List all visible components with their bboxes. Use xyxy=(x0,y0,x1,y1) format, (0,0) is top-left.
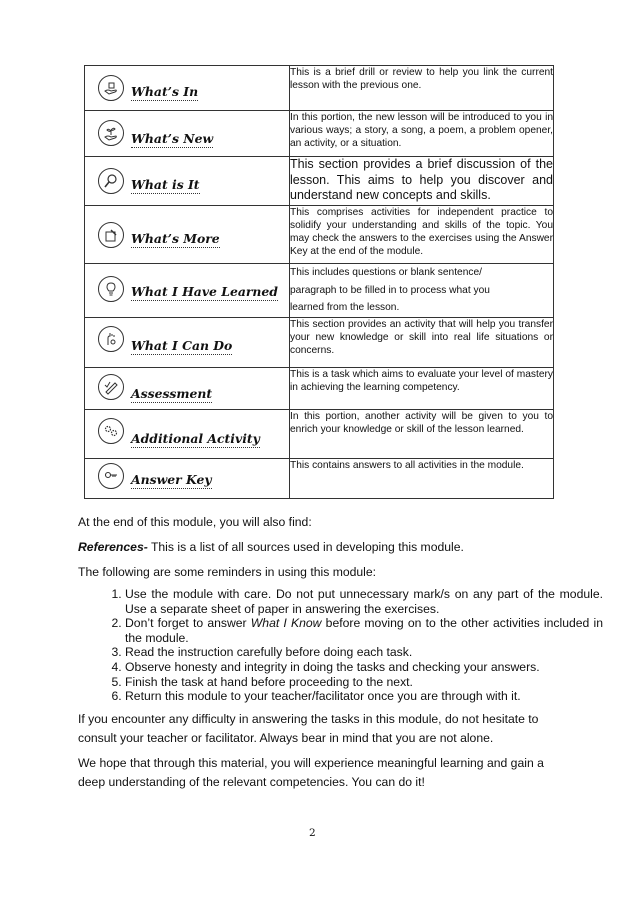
table-row xyxy=(85,264,554,318)
section-desc-answer-key: This contains answers to all activities in the module. xyxy=(290,458,554,498)
section-label-what-i-can-do: What I Can Do xyxy=(131,337,233,353)
hand-gear-icon xyxy=(98,326,124,352)
section-desc-what-i-can-do: This section provides an activity that will help you transfer your new knowledge or skill into real life situations or concerns. xyxy=(290,317,554,367)
references-text xyxy=(78,538,556,557)
table-row xyxy=(85,458,554,498)
difficulty-paragraph: If you encounter any difficulty in answering the tasks in this module, do not hesitate to consult your teacher or facilitator. Always bear in mind that you are not alone. xyxy=(78,712,539,745)
section-desc-whats-new: In this portion, the new lesson will be introduced to you in various ways; a story, a song, a poem, a problem opener, an activity, or a situation. xyxy=(290,111,554,157)
list-item: 5. Finish the task at hand before proceeding to the next. xyxy=(125,675,603,690)
section-label-what-i-have-learned: What I Have Learned xyxy=(131,284,278,299)
label-cell xyxy=(85,66,290,111)
section-label-assessment: Assessment xyxy=(131,385,213,401)
label-cell xyxy=(85,157,290,206)
desc-line: learned from the lesson. xyxy=(290,302,400,313)
section-desc-assessment: This is a task which aims to evaluate your level of mastery in achieving the learning competency. xyxy=(290,367,554,409)
table-row xyxy=(85,157,554,206)
section-label-answer-key: Answer Key xyxy=(131,471,212,487)
hand-pencil-icon xyxy=(98,222,124,248)
section-label-additional-activity: Additional Activity xyxy=(131,430,260,446)
label-cell xyxy=(85,409,290,458)
hand-sprout-icon xyxy=(98,120,124,146)
table-row xyxy=(85,206,554,264)
desc-line: paragraph to be filled in to process what you xyxy=(290,284,490,296)
reminders-intro-text: The following are some reminders in using this module: xyxy=(78,565,377,579)
table-row xyxy=(85,111,554,157)
module-parts-table xyxy=(84,65,554,499)
label-cell xyxy=(85,367,290,409)
list-item xyxy=(125,616,603,645)
section-desc-whats-in: This is a brief drill or review to help you link the current lesson with the previous one. xyxy=(290,66,554,111)
section-desc-what-i-have-learned xyxy=(290,264,554,318)
lightbulb-icon xyxy=(98,276,124,302)
section-label-whats-in: What’s In xyxy=(131,84,199,99)
hand-puzzle-icon xyxy=(98,75,124,101)
gears-icon xyxy=(98,418,124,444)
magnifier-icon xyxy=(98,168,124,194)
label-cell xyxy=(85,206,290,264)
closing-paragraph: We hope that through this material, you will experience meaningful learning and gain a deep understanding of the relevant competencies. You can do it! xyxy=(78,756,544,789)
label-cell xyxy=(85,111,290,157)
label-cell xyxy=(85,264,290,318)
section-desc-what-is-it: This section provides a brief discussion of the lesson. This aims to help you discover and understand new concepts and skills. xyxy=(290,157,554,206)
label-cell xyxy=(85,317,290,367)
list-item: 4. Observe honesty and integrity in doing the tasks and checking your answers. xyxy=(125,660,603,675)
reminders-list xyxy=(78,587,603,704)
hand-key-icon xyxy=(98,463,124,489)
page-number: 2 xyxy=(309,827,316,839)
list-item: 1. Use the module with care. Do not put unnecessary mark/s on any part of the module. Use a separate sheet of paper in answering the exercises. xyxy=(125,587,603,616)
list-item: 3. Read the instruction carefully before doing each task. xyxy=(125,645,603,660)
section-label-whats-new: What’s New xyxy=(131,131,214,146)
section-label-whats-more: What’s More xyxy=(131,231,220,246)
section-desc-additional-activity: In this portion, another activity will be given to you to enrich your knowledge or skill of the lesson learned. xyxy=(290,409,554,458)
list-item: 6. Return this module to your teacher/facilitator once you are through with it. xyxy=(125,689,603,704)
end-intro-text: At the end of this module, you will also find: xyxy=(78,515,312,529)
references-desc: This is a list of all sources used in developing this module. xyxy=(147,540,464,554)
table-row xyxy=(85,367,554,409)
table-row xyxy=(85,317,554,367)
references-term: References- xyxy=(78,540,148,554)
table-row xyxy=(85,409,554,458)
label-cell xyxy=(85,458,290,498)
section-label-what-is-it: What is It xyxy=(131,177,200,192)
table-row xyxy=(85,66,554,111)
reminder-text: Don’t forget to answer xyxy=(125,616,251,631)
section-desc-whats-more: This comprises activities for independent practice to solidify your understanding and skills of the topic. You may check the answers to the exercises using the Answer Key at the end of the module. xyxy=(290,206,554,264)
pencil-check-icon xyxy=(98,374,124,400)
desc-line: This includes questions or blank sentence/ xyxy=(290,267,482,278)
reminder-emphasis: What I Know xyxy=(250,616,322,631)
reminder-text: before moving on to the other activities included in the module. xyxy=(125,616,603,645)
